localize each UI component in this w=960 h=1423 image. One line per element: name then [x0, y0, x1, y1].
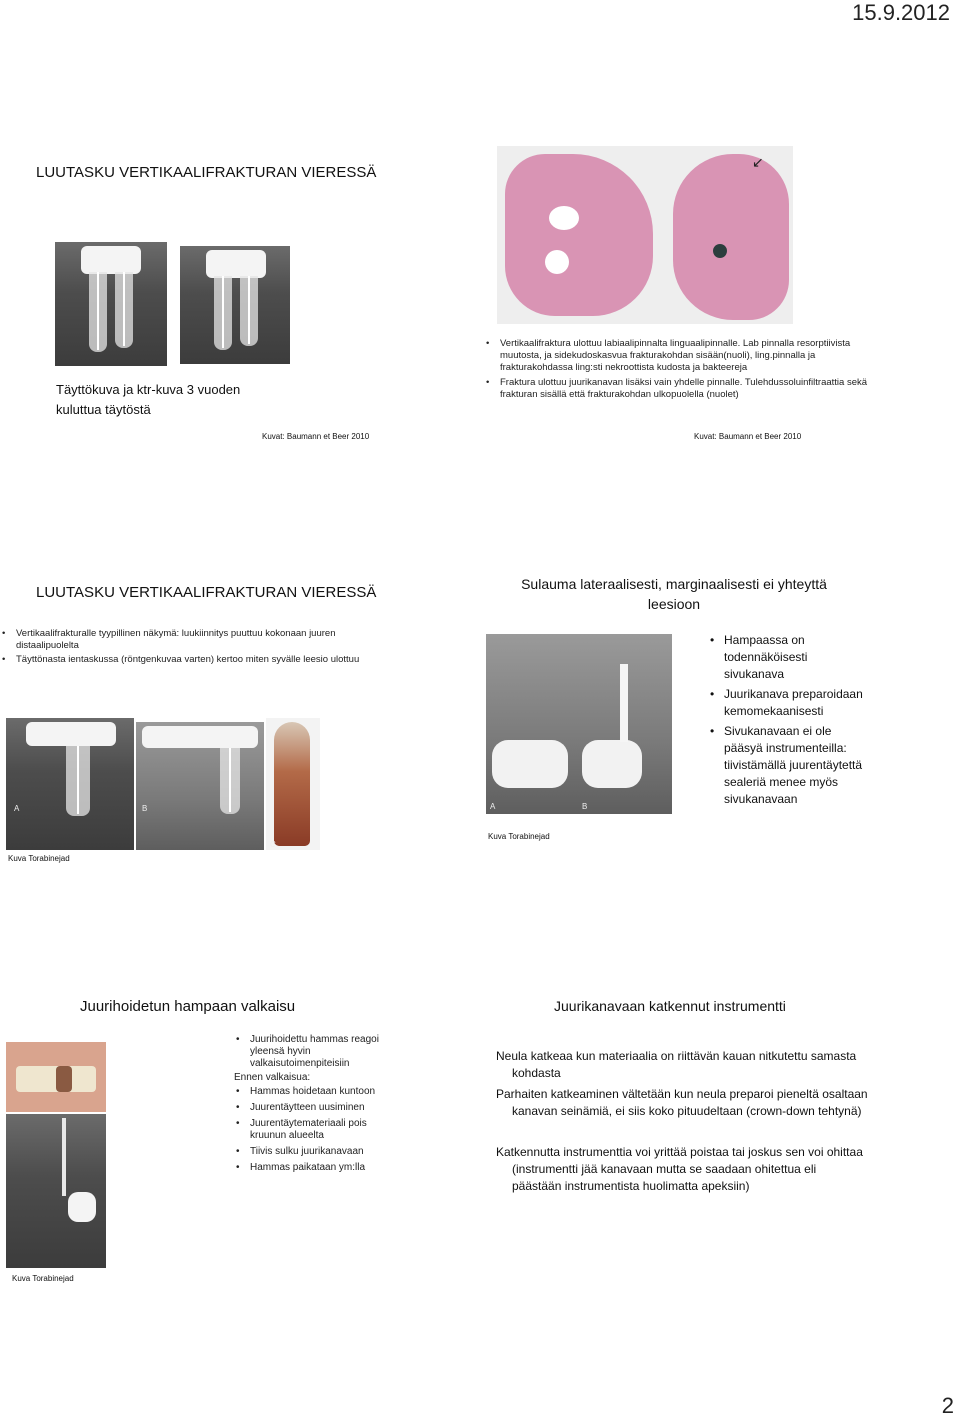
- label-a: A: [14, 804, 20, 813]
- slide5-photo: [6, 1042, 106, 1112]
- slide5-source: Kuva Torabinejad: [12, 1274, 74, 1283]
- page-date: 15.9.2012: [852, 0, 950, 25]
- slide5-bullet: • Hammas hoidetaan kuntoon: [234, 1086, 384, 1098]
- slide1-source: Kuvat: Baumann et Beer 2010: [262, 432, 370, 441]
- slide3-bullets: [0, 628, 380, 666]
- slide2-source: Kuvat: Baumann et Beer 2010: [694, 432, 802, 441]
- slide6-body: [496, 1048, 868, 1195]
- slide5-bullet: • Juurentäytemateriaali pois kruunun alueelta: [234, 1118, 384, 1142]
- slide3-bullet: • Vertikaalifrakturalle tyypillinen näkymä: luukiinnitys puuttuu kokonaan juuren distaalipuolelta: [0, 628, 380, 652]
- slide1-caption: Täyttökuva ja ktr-kuva 3 vuoden kuluttua täytöstä: [56, 382, 241, 417]
- slide6-paragraph: Katkennutta instrumenttia voi yrittää poistaa tai joskus sen voi ohittaa (instrumentti jää kanavaan mutta se saadaan ohitettua eli päästään instrumentista huolimatta apeksiin): [496, 1145, 863, 1193]
- slide4-source: Kuva Torabinejad: [488, 832, 550, 841]
- slide1-xray-right: [180, 246, 290, 364]
- slide5-bullet: • Tiivis sulku juurikanavaan: [234, 1146, 384, 1158]
- slide3-xray-a: [6, 718, 134, 850]
- arrow-icon: ↙: [752, 154, 764, 170]
- slide2-bullet: • Vertikaalifraktura ulottuu labiaalipinnalta linguaalipinnalle. Lab pinnalla resorptiivista muutosta, ja sidekudoskasvua frakturakohdan sisään(nuoli), ling.pinnalla ja frakturakohdassa ling:sti nekroottista kudosta ja bakteereja: [484, 338, 874, 374]
- slide4-bullet: • Hampaassa on todennäköisesti sivukanava: [708, 632, 868, 683]
- slide5-before-label: Ennen valkaisua:: [234, 1072, 311, 1083]
- slide3-source: Kuva Torabinejad: [8, 854, 70, 863]
- slide4-bullets: [708, 632, 868, 808]
- slide3-xray-b: [136, 722, 264, 850]
- label-a: A: [490, 802, 496, 811]
- slide3-photo-c: [266, 718, 320, 850]
- slide3-title: LUUTASKU VERTIKAALIFRAKTURAN VIERESSÄ: [36, 584, 377, 601]
- slide5-bullet: • Hammas paikataan ym:lla: [234, 1162, 384, 1174]
- slide6-title: Juurikanavaan katkennut instrumentti: [554, 998, 786, 1014]
- page-number: 2: [941, 1393, 954, 1418]
- slide6-paragraph: Parhaiten katkeaminen vältetään kun neula preparoi pieneltä osaltaan kanavan seinämiä, ei siis koko pituudeltaan (crown-down tehtynä): [496, 1087, 868, 1118]
- slide4-title: Sulauma lateraalisesti, marginaalisesti ei yhteyttä leesioon: [521, 576, 827, 612]
- slide2-bullet: • Fraktura ulottuu juurikanavan lisäksi vain yhdelle pinnalle. Tulehdussoluinfiltraattia sekä frakturan sisällä että frakturakohdan ulkopuolella (nuolet): [484, 377, 874, 401]
- label-c: C: [270, 840, 276, 849]
- slide2-histology-images: [497, 146, 793, 324]
- slide6-paragraph: Neula katkeaa kun materiaalia on riittävän kauan nitkutettu samasta kohdasta: [496, 1049, 857, 1080]
- slide5-bullet: • Juurentäytteen uusiminen: [234, 1102, 384, 1114]
- slide4-xray: [486, 634, 672, 814]
- slide5-title: Juurihoidetun hampaan valkaisu: [80, 998, 296, 1015]
- slide4-bullet: • Juurikanava preparoidaan kemomekaanisesti: [708, 686, 868, 720]
- label-b: B: [142, 804, 148, 813]
- slide5-xray: [6, 1114, 106, 1268]
- slide4-bullet: • Sivukanavaan ei ole pääsyä instrumenteilla: tiivistämällä juurentäytettä sealeriä menee myös sivukanavaan: [708, 723, 868, 808]
- slide5-text: [234, 1034, 384, 1174]
- slide5-intro: • Juurihoidettu hammas reagoi yleensä hyvin valkaisutoimenpiteisiin: [234, 1034, 384, 1070]
- slide2-bullets: [484, 338, 874, 401]
- slide1-xray-left: [55, 242, 167, 366]
- label-b: B: [582, 802, 588, 811]
- slide1-title: LUUTASKU VERTIKAALIFRAKTURAN VIERESSÄ: [36, 164, 377, 181]
- slide3-bullet: • Täyttönasta ientaskussa (röntgenkuvaa varten) kertoo miten syvälle leesio ulottuu: [0, 654, 380, 666]
